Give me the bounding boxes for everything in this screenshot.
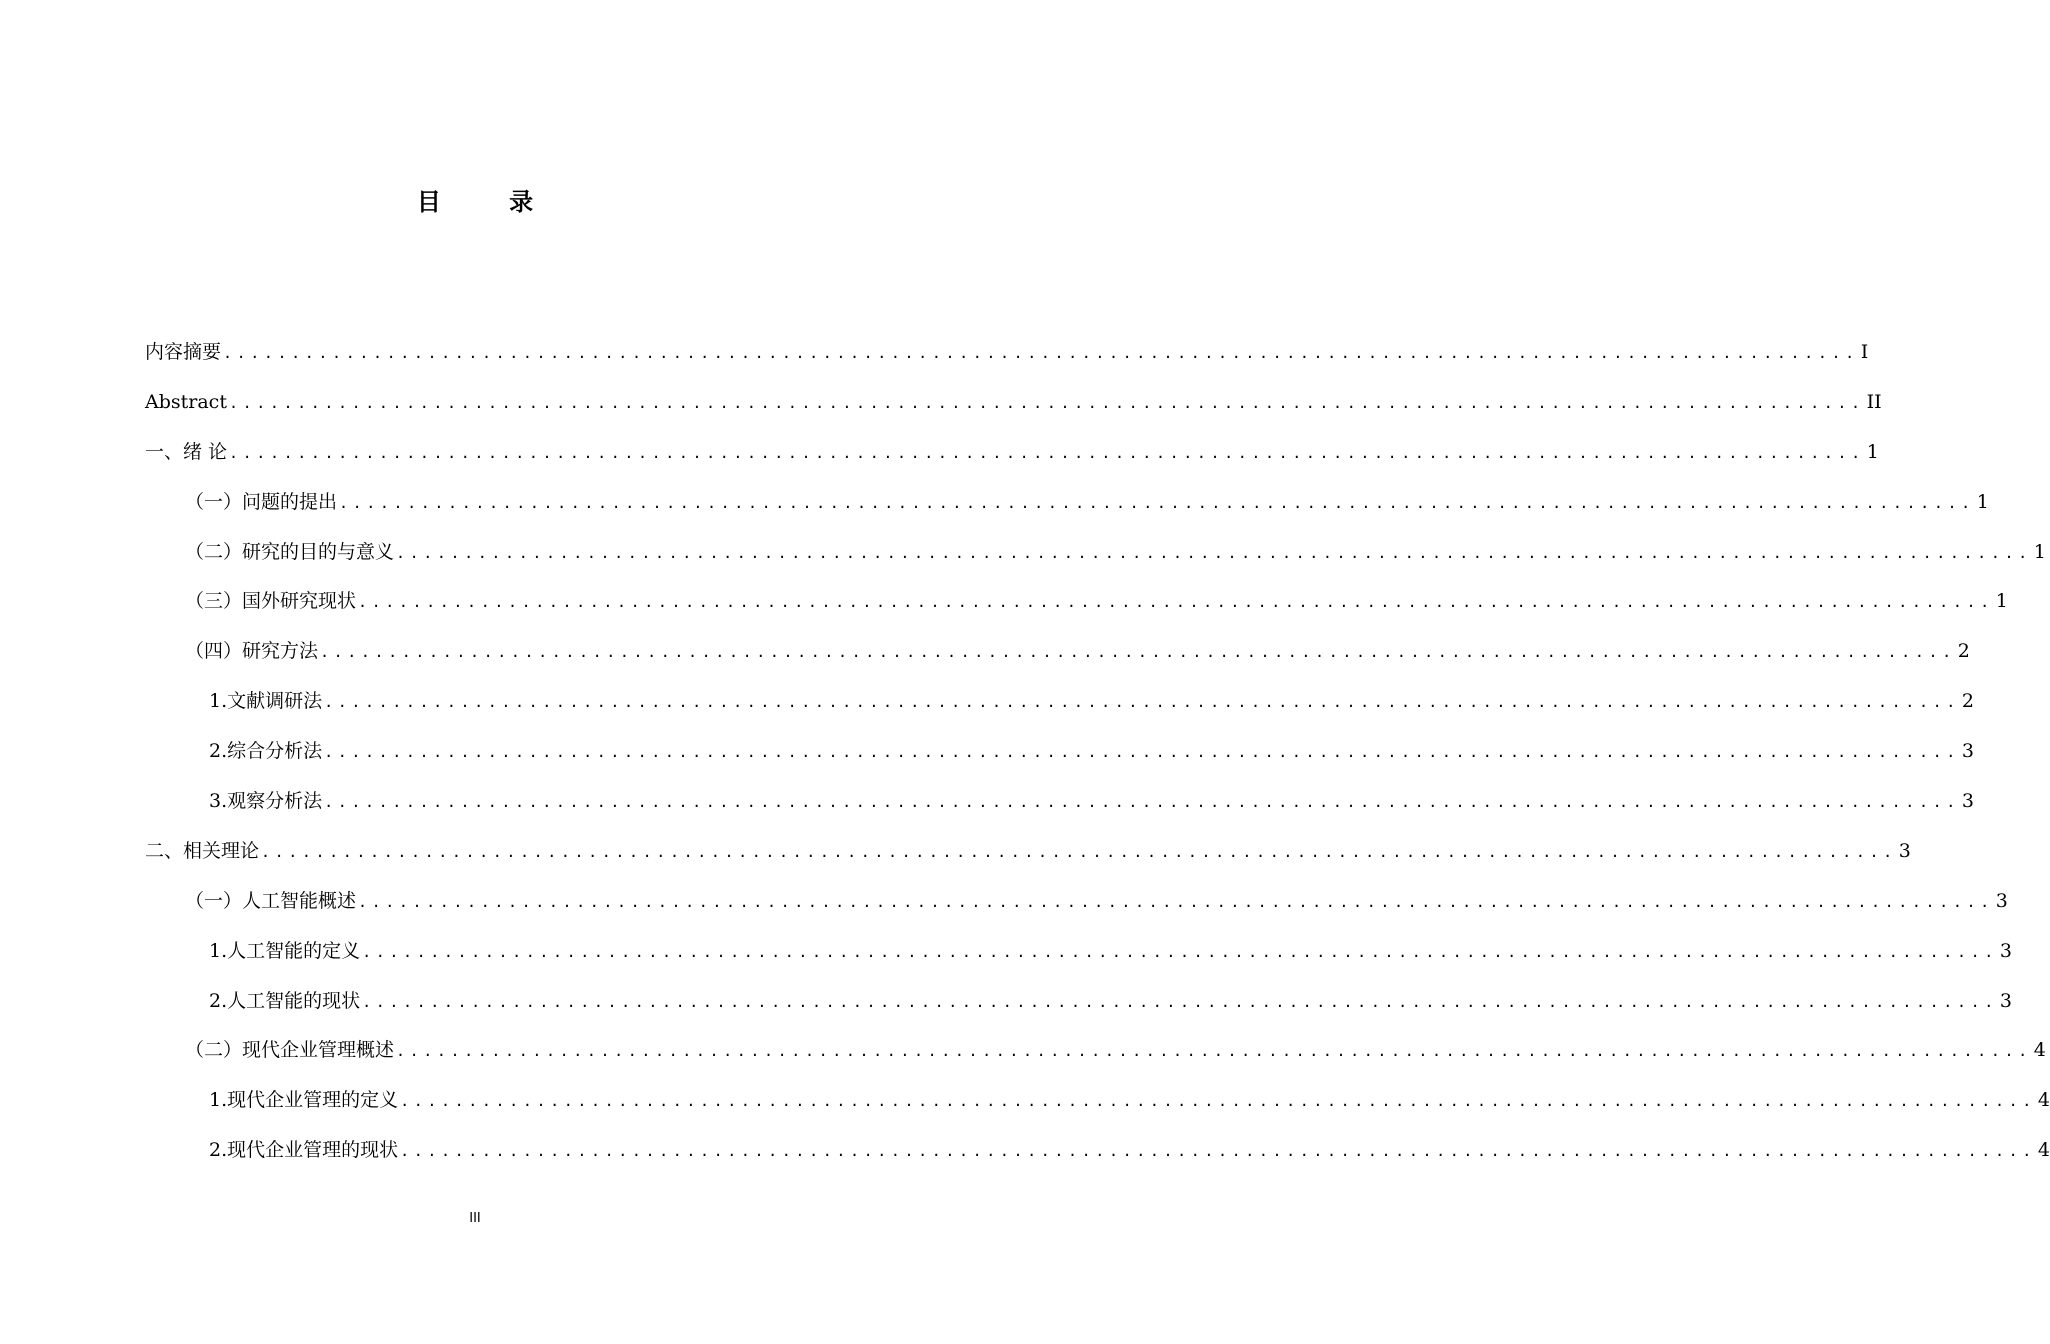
toc-entry[interactable] [145,933,2012,983]
toc-entry-label: 2.人工智能的现状 [209,989,361,1012]
toc-entry[interactable] [145,883,2008,933]
toc-entry[interactable] [145,534,2046,584]
toc-entry[interactable] [145,983,2012,1033]
page-number: III [469,1211,481,1226]
toc-entry-label: 1.人工智能的定义 [209,939,361,962]
toc-dot-leader: ........................................................................................................................ [400,1142,2036,1161]
toc-list [145,334,2050,1182]
toc-entry-label: （四）研究方法 [185,640,319,663]
toc-entry-page: 2 [1961,690,1974,713]
toc-entry-label: 一、绪 论 [145,440,228,463]
toc-dot-leader: ........................................................................................................................ [320,643,1956,662]
toc-entry-label: （三）国外研究现状 [185,590,357,613]
toc-entry-page: 3 [1961,740,1974,763]
toc-entry-label: 2.现代企业管理的现状 [209,1139,399,1162]
toc-dot-leader: ........................................................................................................................ [324,743,1960,762]
toc-entry-label: 3.观察分析法 [209,790,323,813]
toc-entry-page: 4 [2033,1039,2046,1062]
toc-entry[interactable] [145,833,1911,883]
toc-entry-label: Abstract [145,390,227,413]
toc-entry-label: 1.文献调研法 [209,690,323,713]
toc-entry-label: 二、相关理论 [145,839,260,862]
toc-entry-label: 内容摘要 [145,341,222,363]
toc-dot-leader: ........................................................................................................................ [358,892,1994,911]
toc-entry-page: 3 [1961,790,1974,813]
toc-entry-page: 3 [1898,839,1911,862]
toc-entry-page: 4 [2037,1139,2050,1162]
toc-dot-leader: ........................................................................................................................ [362,992,1998,1011]
toc-dot-leader: ........................................................................................................................ [324,693,1960,712]
toc-entry-label: （二）现代企业管理概述 [185,1039,395,1062]
toc-title: 目 录 [416,188,564,216]
toc-entry-page: I [1860,341,1869,363]
toc-entry[interactable] [145,434,1879,484]
toc-dot-leader: ........................................................................................................................ [358,593,1994,612]
toc-entry-page: 4 [2037,1089,2050,1112]
toc-dot-leader: ........................................................................................................................ [396,543,2032,562]
toc-entry[interactable] [145,1132,2050,1182]
toc-entry[interactable] [145,633,1970,683]
toc-entry-label: （一）问题的提出 [185,490,338,513]
toc-dot-leader: ........................................................................................................................ [229,443,1865,462]
toc-entry[interactable] [145,484,1989,534]
toc-dot-leader: ........................................................................................................................ [223,344,1859,362]
toc-entry-page: II [1866,390,1882,413]
toc-entry-label: （二）研究的目的与意义 [185,540,395,563]
toc-entry[interactable] [145,1032,2046,1082]
toc-entry[interactable] [145,384,1882,434]
toc-entry[interactable] [145,1082,2050,1132]
toc-entry-page: 2 [1957,640,1970,663]
toc-entry-page: 3 [1999,989,2012,1012]
toc-entry[interactable] [145,733,1974,783]
toc-dot-leader: ........................................................................................................................ [362,942,1998,961]
toc-dot-leader: ........................................................................................................................ [228,393,1865,412]
toc-entry-page: 1 [1995,590,2008,613]
toc-entry-page: 3 [1995,889,2008,912]
toc-entry[interactable] [145,334,1869,384]
toc-entry-page: 3 [1999,939,2012,962]
toc-entry[interactable] [145,783,1974,833]
toc-entry[interactable] [145,583,2008,633]
toc-dot-leader: ........................................................................................................................ [396,1042,2032,1061]
toc-dot-leader: ........................................................................................................................ [261,842,1897,861]
toc-dot-leader: ........................................................................................................................ [324,793,1960,812]
toc-entry-label: 2.综合分析法 [209,740,323,763]
toc-entry-page: 1 [1866,440,1879,463]
toc-entry-label: （一）人工智能概述 [185,889,357,912]
toc-entry[interactable] [145,683,1974,733]
toc-entry-page: 1 [1976,490,1989,513]
toc-entry-page: 1 [2033,540,2046,563]
toc-dot-leader: ........................................................................................................................ [339,493,1975,512]
toc-entry-label: 1.现代企业管理的定义 [209,1089,399,1112]
toc-dot-leader: ........................................................................................................................ [400,1092,2036,1111]
